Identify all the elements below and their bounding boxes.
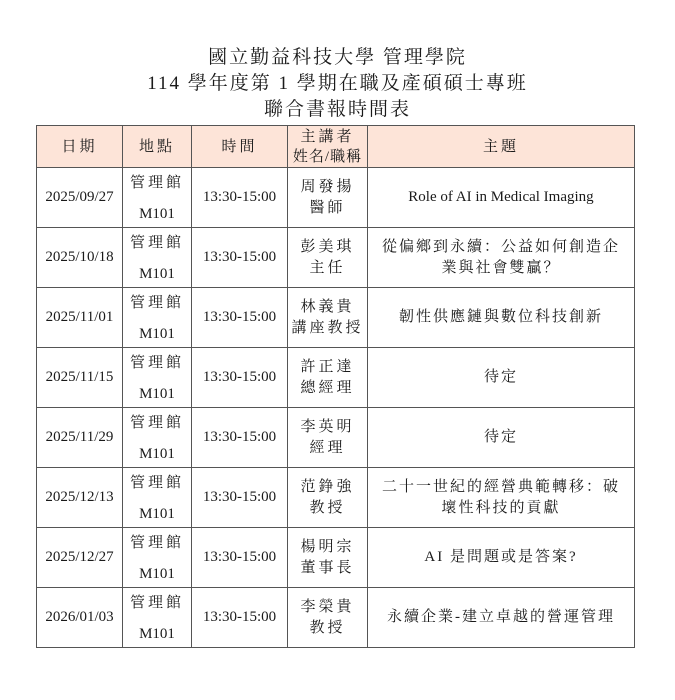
speaker-name: 林義貴 [300,298,355,315]
date-cell [37,588,123,648]
speaker-title: 總經理 [300,379,355,396]
speaker-name: 彭美琪 [300,238,355,255]
time-cell [192,408,288,468]
header-speaker [288,126,368,168]
location-building: 管理館 [129,174,184,191]
title-university-college: 國立勤益科技大學 管理學院 [208,47,467,68]
date-cell [37,168,123,228]
date-cell [37,288,123,348]
speaker-cell [288,468,368,528]
date: 2026/01/03 [45,609,114,625]
time-cell [192,228,288,288]
date-cell [37,408,123,468]
speaker-title: 主任 [309,259,346,276]
header-time: 時間 [192,126,288,168]
date-cell [37,468,123,528]
speaker-title: 醫師 [309,199,346,216]
location-cell [123,408,192,468]
location-building: 管理館 [129,594,184,611]
location-room: M101 [139,625,175,642]
location-room: M101 [139,325,175,342]
header-date: 日期 [37,126,123,168]
topic: 永續企業-建立卓越的營運管理 [387,609,615,625]
table-row [37,528,635,588]
topic: 待定 [483,369,518,385]
date-cell [37,528,123,588]
date-cell [37,228,123,288]
location-room: M101 [139,385,175,402]
time: 13:30-15:00 [202,309,277,325]
speaker-name: 周發揚 [300,178,355,195]
time-cell [192,168,288,228]
table-row [37,288,635,348]
date: 2025/11/29 [45,429,114,445]
table-header-row [37,126,635,168]
location-room: M101 [139,565,175,582]
location-room: M101 [139,445,175,462]
time: 13:30-15:00 [202,429,277,445]
date: 2025/10/18 [45,249,114,265]
location-building: 管理館 [129,474,184,491]
speaker-cell [288,348,368,408]
topic-cell [368,288,635,348]
location-cell [123,528,192,588]
location-room: M101 [139,205,175,222]
title-schedule: 聯合書報時間表 [263,99,411,120]
title-semester-program: 114 學年度第 1 學期在職及產碩碩士專班 [147,73,528,94]
topic: 從偏鄉到永續：公益如何創造企業與社會雙贏？ [381,238,620,276]
topic-cell [368,348,635,408]
speaker-title: 經理 [309,439,346,456]
topic: 韌性供應鏈與數位科技創新 [398,309,603,325]
header-speaker-line2: 姓名/職稱 [292,148,363,165]
speaker-name: 楊明宗 [300,538,355,555]
table-row [37,588,635,648]
speaker-cell [288,168,368,228]
topic-cell [368,228,635,288]
speaker-title: 教授 [309,499,346,516]
schedule-table [36,125,635,648]
table-row [37,348,635,408]
location-room: M101 [139,505,175,522]
time-cell [192,468,288,528]
time: 13:30-15:00 [202,489,277,505]
header-topic: 主題 [368,126,635,168]
topic-cell [368,168,635,228]
speaker-title: 董事長 [300,559,355,576]
location-cell [123,468,192,528]
table-row [37,468,635,528]
table-row [37,168,635,228]
speaker-cell [288,588,368,648]
speaker-name: 范錚強 [300,478,355,495]
location-building: 管理館 [129,534,184,551]
topic-cell [368,528,635,588]
time-cell [192,588,288,648]
header-speaker-line1: 主講者 [300,128,355,145]
time-cell [192,528,288,588]
time: 13:30-15:00 [202,549,277,565]
topic: Role of AI in Medical Imaging [408,189,594,205]
topic: 二十一世紀的經營典範轉移：破壞性科技的貢獻 [381,478,620,516]
location-building: 管理館 [129,414,184,431]
date: 2025/12/27 [45,549,114,565]
date: 2025/09/27 [45,189,114,205]
time: 13:30-15:00 [202,609,277,625]
speaker-name: 李英明 [300,418,355,435]
location-building: 管理館 [129,234,184,251]
speaker-cell [288,288,368,348]
date-cell [37,348,123,408]
date: 2025/11/15 [45,369,114,385]
time-cell [192,288,288,348]
location-cell [123,588,192,648]
table-row [37,408,635,468]
topic-cell [368,408,635,468]
topic: AI 是問題或是答案? [424,549,578,565]
time: 13:30-15:00 [202,189,277,205]
time-cell [192,348,288,408]
location-building: 管理館 [129,354,184,371]
time: 13:30-15:00 [202,249,277,265]
speaker-name: 李榮貴 [300,598,355,615]
speaker-cell [288,228,368,288]
location-building: 管理館 [129,294,184,311]
speaker-title: 教授 [309,619,346,636]
date: 2025/11/01 [45,309,114,325]
speaker-name: 許正達 [300,358,355,375]
location-room: M101 [139,265,175,282]
location-cell [123,288,192,348]
speaker-title: 講座教授 [291,319,364,336]
topic-cell [368,468,635,528]
location-cell [123,228,192,288]
speaker-cell [288,528,368,588]
table-row [37,228,635,288]
topic: 待定 [483,429,518,445]
topic-cell [368,588,635,648]
date: 2025/12/13 [45,489,114,505]
time: 13:30-15:00 [202,369,277,385]
location-cell [123,348,192,408]
location-cell [123,168,192,228]
header-location: 地點 [123,126,192,168]
speaker-cell [288,408,368,468]
